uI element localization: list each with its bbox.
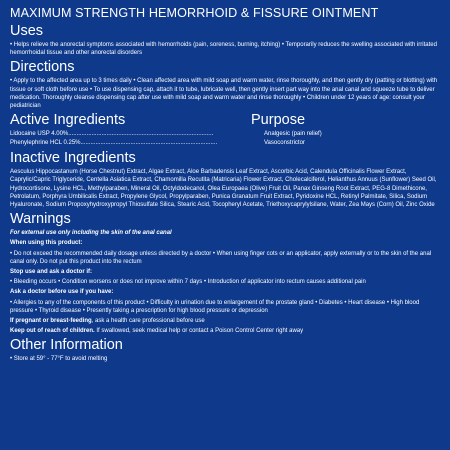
uses-heading: Uses bbox=[10, 23, 44, 39]
uses-text: • Helps relieve the anorectal symptoms associated with hemorrhoids (pain, soreness, burning, itching) • Temporarily reduces the swelling associated with irritated hemorrhoidal tissue and other anorectal disorders bbox=[10, 42, 437, 57]
active-ingredient-purpose: Analgesic (pain relief) bbox=[264, 131, 322, 138]
inactive-ingredients-text: Aesculus Hippocastanum (Horse Chestnut) Extract, Algae Extract, Aloe Barbadensis Leaf Extract, Ascorbic Acid, Calendula Officinalis Flower Extract, Caprylic/Capric Triglyceride, Centella Asiatica Extract, Chamomilla Recutita (Matricaria) Flower Extract, Cholecalciferol, Helianthus Annuus (Sunflower) Seed Oil, Hydrocortisone, Lysine HCL, Methylparaben, Mineral Oil, Octyldodecanol, Olea Europaea (Olive) Fruit Oil, Panax Ginseng Root Extract, PEG-8 Dimethicone, Petrolatum, Porphyra Umbilicalis Extract, Propylene Glycol, Propylparaben, Punica Granatum Fruit Extract, Pyridoxine HCL, Retinyl Palmitate, Silica, Sodium Hyaluronate, Sodium Propoxyhydroxypropyl Thiosulfate Silica, Stearic Acid, Tocopheryl Acetate, Triethoxycaprylylsilane, Water, Zea Mays (Corn) Oil, Zinc Oxide bbox=[10, 169, 437, 209]
directions-heading: Directions bbox=[10, 59, 75, 76]
pregnancy-label: If pregnant or breast-feeding bbox=[10, 318, 92, 325]
external-use-warning: For external use only including the skin of the anal canal bbox=[10, 230, 172, 237]
ask-doctor-text: • Allergies to any of the components of this product • Difficulty in urination due to enlargement of the prostate gland • Diabetes • Heart disease • High blood pressure • Thyroid disease • Presently taking a prescription for high blood pressure or depression bbox=[10, 299, 420, 314]
children-warning bbox=[10, 327, 440, 335]
other-information-heading: Other Information bbox=[10, 337, 123, 354]
pregnancy-warning bbox=[10, 317, 440, 325]
other-information-text: • Store at 59° - 77°F to avoid melting bbox=[10, 356, 108, 363]
active-ingredient-name: Phenylephrine HCL 0.25%.................................................................................. bbox=[10, 140, 218, 147]
warnings-heading: Warnings bbox=[10, 211, 71, 228]
when-using-label: When using this product: bbox=[10, 240, 83, 247]
active-ingredient-row bbox=[10, 130, 440, 139]
active-ingredients-header bbox=[10, 112, 440, 129]
product-title: MAXIMUM STRENGTH HEMORRHOID & FISSURE OINTMENT bbox=[10, 6, 379, 20]
active-ingredient-name: Lidocaine USP 4.00%....................................................................................... bbox=[10, 131, 214, 138]
children-text: If swallowed, seek medical help or contact a Poison Control Center right away bbox=[94, 328, 304, 335]
directions-text: • Apply to the affected area up to 3 times daily • Clean affected area with mild soap and warm water, rinse thoroughly, and then gently dry (patting or blotting) with tissue or soft cloth before use • To use dispensing cap, attach it to tube, lubricate well, then gently insert part way into the anal canal and squeeze tube to deliver medication. Thoroughly cleanse dispensing cap after use with mild soap and warm water and rinse thoroughly • Children under 12 years of age: consult your pediatrician bbox=[10, 78, 438, 110]
stop-use-text: • Bleeding occurs • Condition worsens or does not improve within 7 days • Introduction of applicator into rectum causes additional pain bbox=[10, 279, 366, 286]
when-using-text: • Do not exceed the recommended daily dosage unless directed by a doctor • When using finger cots or an applicator, apply externally or to the skin of the anal canal only. Do not put this product into the rectum bbox=[10, 250, 432, 265]
purpose-heading: Purpose bbox=[251, 112, 306, 129]
active-ingredient-row bbox=[10, 139, 440, 148]
pregnancy-text: , ask a health care professional before use bbox=[91, 318, 205, 325]
active-ingredient-purpose: Vasoconstrictor bbox=[264, 140, 305, 147]
stop-use-label: Stop use and ask a doctor if: bbox=[10, 269, 93, 276]
inactive-ingredients-heading: Inactive Ingredients bbox=[10, 150, 136, 167]
active-ingredients-heading: Active Ingredients bbox=[10, 112, 126, 129]
ask-doctor-label: Ask a doctor before use if you have: bbox=[10, 289, 114, 296]
children-label: Keep out of reach of children. bbox=[10, 328, 95, 335]
